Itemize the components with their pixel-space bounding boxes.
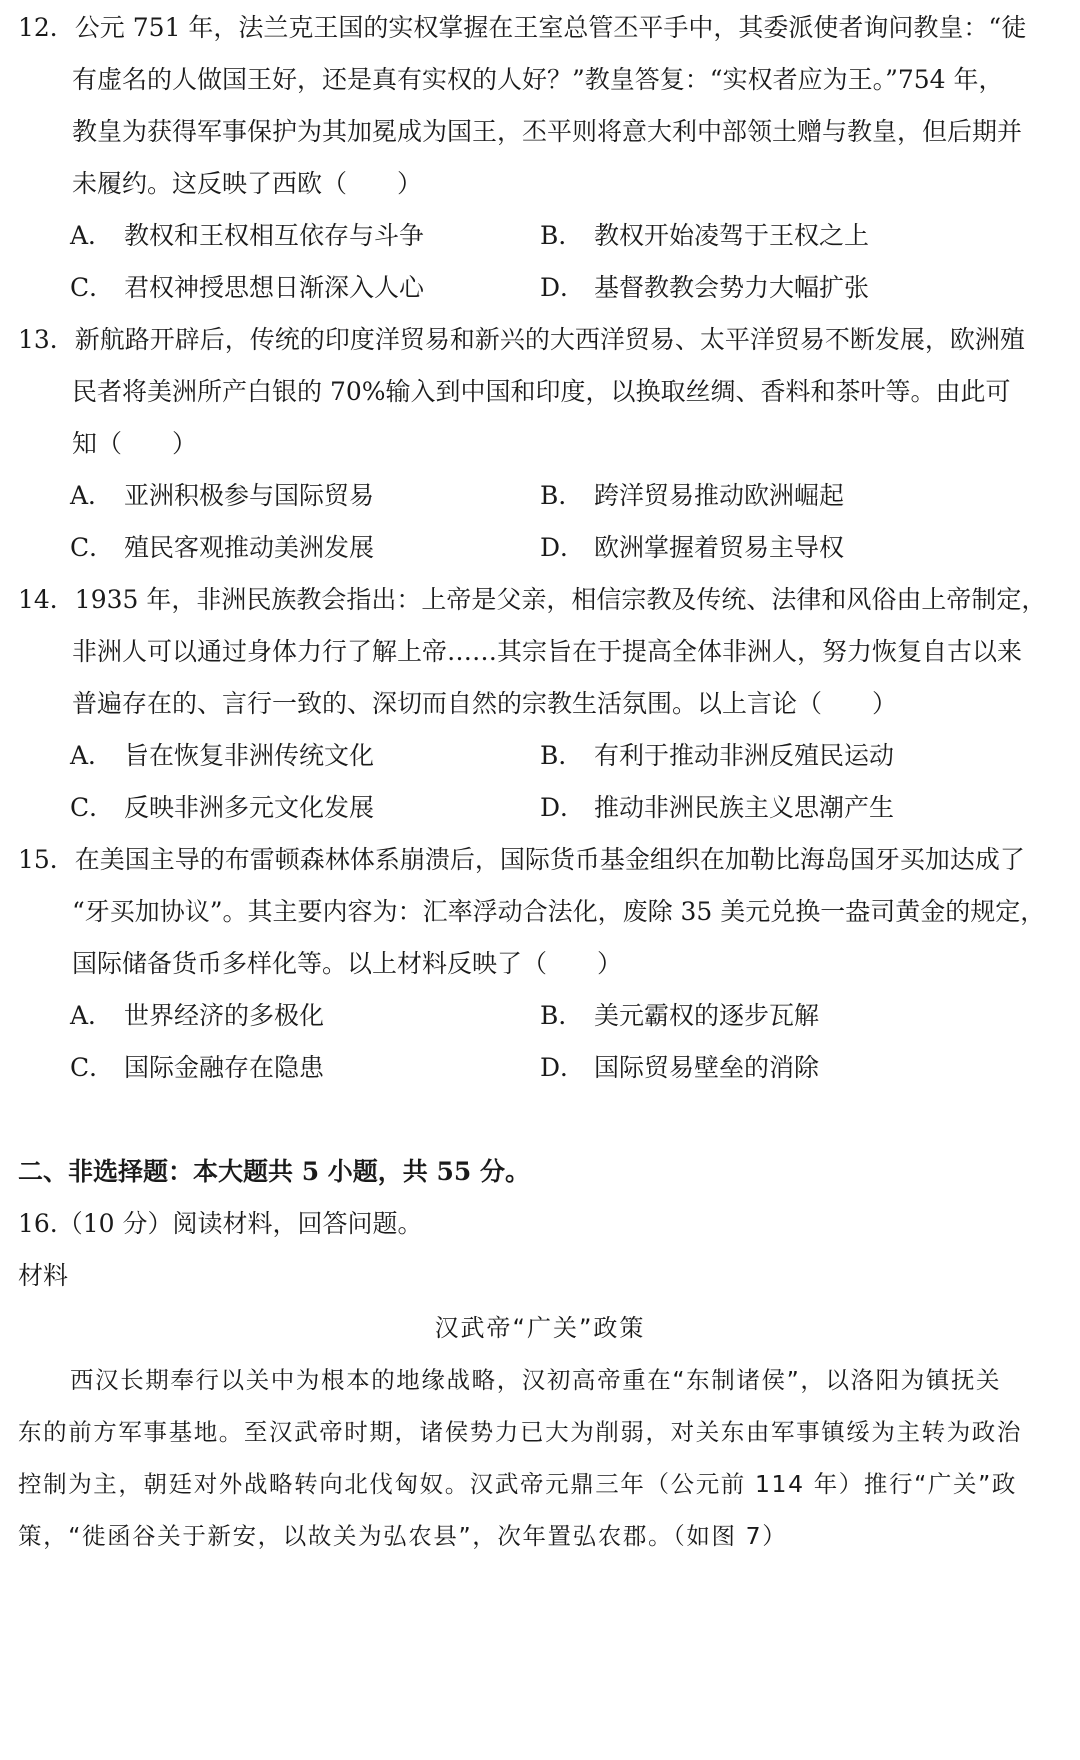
question-14-line-2: 非洲人可以通过身体力行了解上帝……其宗旨在于提高全体非洲人，努力恢复自古以来 — [72, 637, 1023, 666]
question-15-option-a — [70, 998, 324, 1034]
option-text: 基督教教会势力大幅扩张 — [594, 273, 870, 302]
question-14-line-3: 普遍存在的、言行一致的、深切而自然的宗教生活氛围。以上言论（ ） — [72, 689, 898, 718]
question-13-option-d — [540, 530, 844, 566]
question-14-option-a — [70, 738, 374, 774]
question-12-line-3: 教皇为获得军事保护为其加冕成为国王，丕平则将意大利中部领土赠与教皇，但后期并 — [72, 117, 1023, 146]
material-line-4: 策，“徙函谷关于新安，以故关为弘农县”，次年置弘农郡。（如图 7） — [18, 1522, 788, 1550]
option-text: 教权和王权相互依存与斗争 — [124, 221, 425, 250]
question-15-option-c — [70, 1050, 324, 1086]
material-label: 材料 — [18, 1261, 69, 1290]
question-13-line-1: 13．新航路开辟后，传统的印度洋贸易和新兴的大西洋贸易、太平洋贸易不断发展，欧洲殖 — [18, 325, 1025, 354]
option-text: 欧洲掌握着贸易主导权 — [594, 533, 845, 562]
question-12-option-d — [540, 270, 869, 306]
section-heading: 二、非选择题：本大题共 5 小题，共 55 分。 — [18, 1157, 531, 1186]
question-13-line-2: 民者将美洲所产白银的 70%输入到中国和印度，以换取丝绸、香料和茶叶等。由此可 — [72, 377, 1011, 406]
option-letter: C． — [70, 793, 115, 822]
material-line-1: 西汉长期奉行以关中为根本的地缘战略，汉初高帝重在“东制诸侯”，以洛阳为镇抚关 — [70, 1366, 1002, 1394]
option-text: 反映非洲多元文化发展 — [124, 793, 375, 822]
question-14-option-c — [70, 790, 374, 826]
question-13-option-c — [70, 530, 374, 566]
option-letter: B． — [540, 1001, 584, 1030]
option-letter: B． — [540, 481, 584, 510]
question-16-header: 16.（10 分）阅读材料，回答问题。 — [18, 1209, 423, 1238]
option-text: 世界经济的多极化 — [124, 1001, 325, 1030]
question-14-option-b — [540, 738, 894, 774]
question-15-option-d — [540, 1050, 819, 1086]
question-12-line-2: 有虚名的人做国王好，还是真有实权的人好？”教皇答复：“实权者应为王。”754 年， — [72, 65, 1004, 94]
option-letter: B． — [540, 741, 584, 770]
option-text: 殖民客观推动美洲发展 — [124, 533, 375, 562]
option-letter: A． — [70, 741, 114, 770]
material-line-2: 东的前方军事基地。至汉武帝时期，诸侯势力已大为削弱，对关东由军事镇绥为主转为政治 — [18, 1418, 1022, 1446]
option-text: 亚洲积极参与国际贸易 — [124, 481, 375, 510]
option-letter: A． — [70, 221, 114, 250]
option-letter: A． — [70, 1001, 114, 1030]
material-line-3: 控制为主，朝廷对外战略转向北伐匈奴。汉武帝元鼎三年（公元前 114 年）推行“广关”政 — [18, 1470, 1017, 1498]
option-letter: D． — [540, 793, 586, 822]
question-13-line-3: 知（ ） — [72, 429, 198, 458]
question-14-option-d — [540, 790, 894, 826]
question-12-option-a — [70, 218, 424, 254]
option-letter: C． — [70, 1053, 115, 1082]
question-12-option-c — [70, 270, 424, 306]
option-text: 教权开始凌驾于王权之上 — [594, 221, 870, 250]
option-text: 国际贸易壁垒的消除 — [594, 1053, 820, 1082]
question-14-line-1: 14．1935 年，非洲民族教会指出：上帝是父亲，相信宗教及传统、法律和风俗由上帝制定， — [18, 585, 1047, 614]
option-letter: D． — [540, 1053, 586, 1082]
question-15-line-1: 15．在美国主导的布雷顿森林体系崩溃后，国际货币基金组织在加勒比海岛国牙买加达成了 — [18, 845, 1025, 874]
question-13-option-b — [540, 478, 844, 514]
option-text: 美元霸权的逐步瓦解 — [594, 1001, 820, 1030]
option-letter: D． — [540, 533, 586, 562]
question-13-option-a — [70, 478, 374, 514]
question-12-line-1: 12．公元 751 年，法兰克王国的实权掌握在王室总管丕平手中，其委派使者询问教皇：“徒 — [18, 13, 1027, 42]
option-text: 有利于推动非洲反殖民运动 — [594, 741, 895, 770]
option-text: 旨在恢复非洲传统文化 — [124, 741, 375, 770]
question-15-line-2: “牙买加协议”。其主要内容为：汇率浮动合法化，废除 35 美元兑换一盎司黄金的规定， — [72, 897, 1046, 926]
option-letter: B． — [540, 221, 584, 250]
option-letter: A． — [70, 481, 114, 510]
option-letter: D． — [540, 273, 586, 302]
question-15-line-3: 国际储备货币多样化等。以上材料反映了（ ） — [72, 949, 623, 978]
option-letter: C． — [70, 273, 115, 302]
option-text: 推动非洲民族主义思潮产生 — [594, 793, 895, 822]
option-text: 君权神授思想日渐深入人心 — [124, 273, 425, 302]
option-text: 国际金融存在隐患 — [124, 1053, 325, 1082]
question-12-line-4: 未履约。这反映了西欧（ ） — [72, 169, 423, 198]
question-15-option-b — [540, 998, 819, 1034]
option-text: 跨洋贸易推动欧洲崛起 — [594, 481, 845, 510]
option-letter: C． — [70, 533, 115, 562]
question-12-option-b — [540, 218, 869, 254]
material-title: 汉武帝“广关”政策 — [434, 1314, 646, 1342]
